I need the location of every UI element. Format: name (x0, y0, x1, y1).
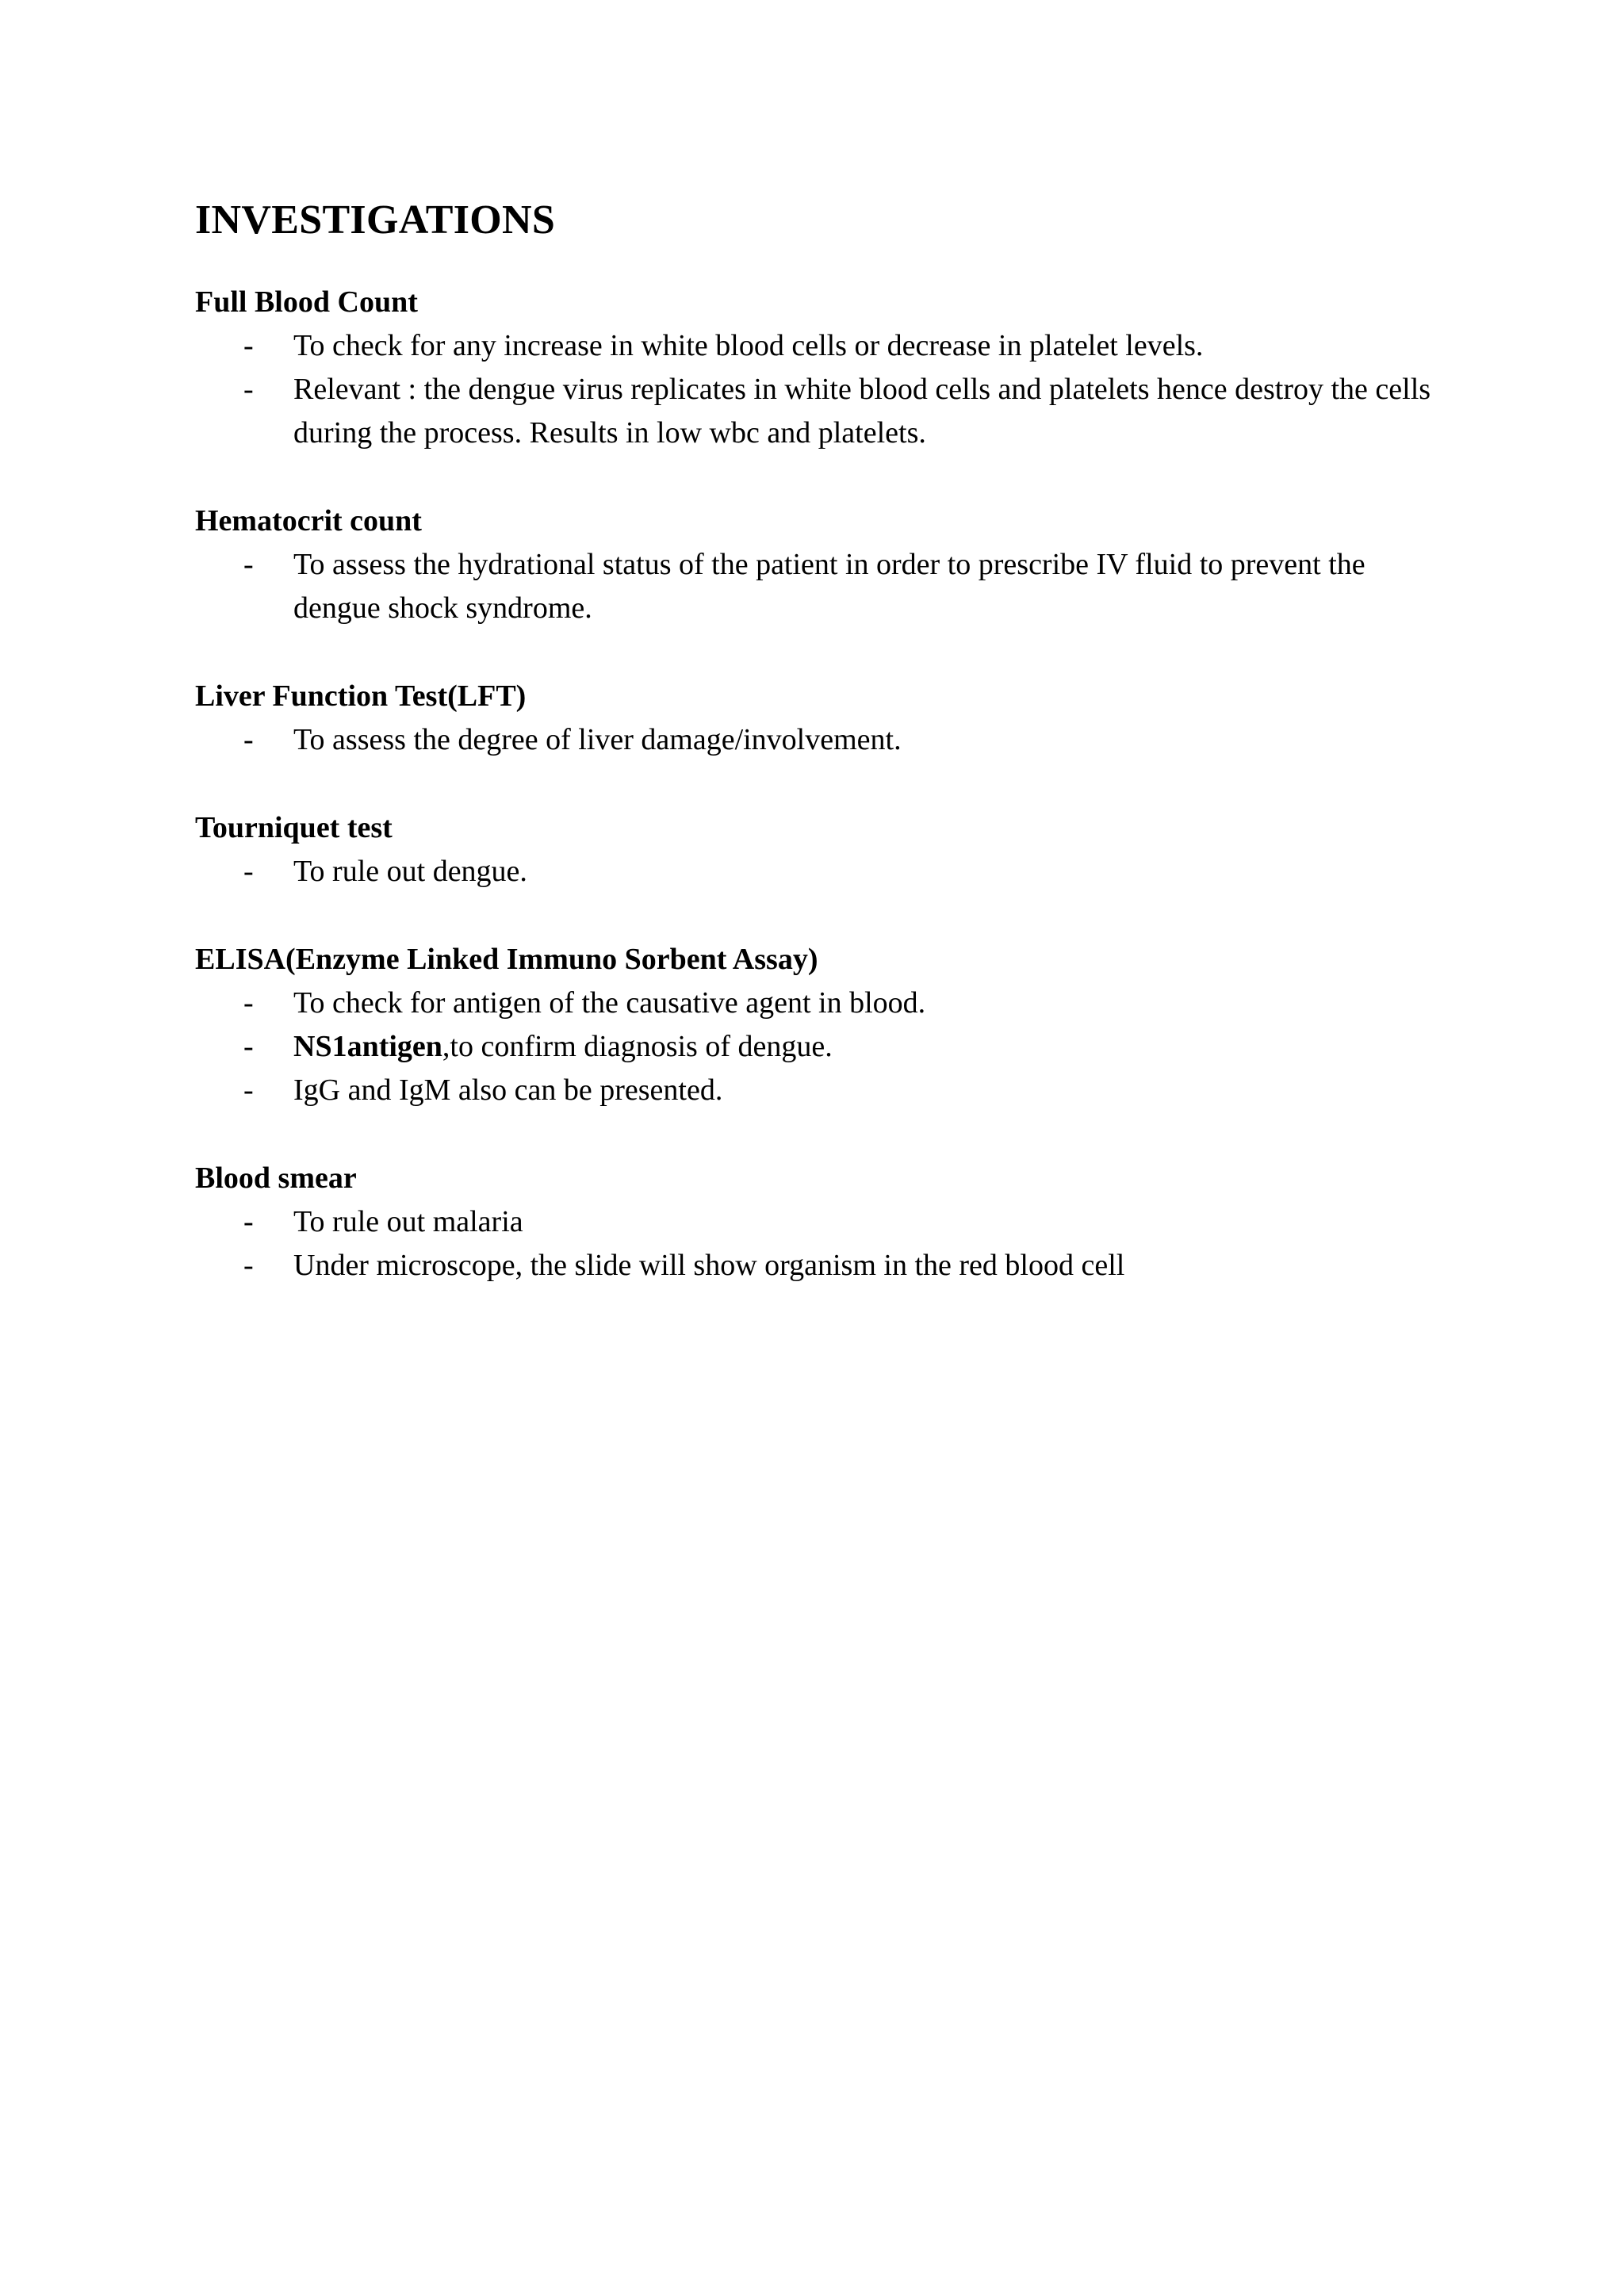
page-title: INVESTIGATIONS (195, 197, 556, 243)
list-item (195, 718, 1432, 762)
list-item (195, 368, 1432, 455)
bullet-list (195, 850, 1432, 894)
dash-bullet-icon: - (243, 1030, 254, 1063)
bold-term: NS1antigen (293, 1030, 442, 1063)
section-heading: ELISA(Enzyme Linked Immuno Sorbent Assay) (195, 943, 818, 976)
list-item-text: To assess the degree of liver damage/involvement. (293, 723, 902, 756)
section (195, 499, 1432, 630)
bullet-list (195, 1200, 1432, 1288)
list-item (195, 1025, 1432, 1069)
dash-bullet-icon: - (243, 1249, 254, 1282)
section (195, 806, 1432, 894)
list-item (195, 324, 1432, 368)
list-item (195, 1200, 1432, 1244)
dash-bullet-icon: - (243, 723, 254, 756)
document-content (195, 195, 1432, 1332)
section (195, 281, 1432, 455)
list-item-text: Under microscope, the slide will show organism in the red blood cell (293, 1249, 1125, 1282)
dash-bullet-icon: - (243, 1073, 254, 1107)
list-item-text: To rule out malaria (293, 1205, 523, 1238)
section-heading: Hematocrit count (195, 504, 422, 538)
list-item-text: ,to confirm diagnosis of dengue. (442, 1030, 833, 1063)
dash-bullet-icon: - (243, 329, 254, 362)
dash-bullet-icon: - (243, 373, 254, 406)
list-item-text: IgG and IgM also can be presented. (293, 1073, 723, 1107)
section-heading: Full Blood Count (195, 285, 418, 319)
dash-bullet-icon: - (243, 986, 254, 1020)
dash-bullet-icon: - (243, 1205, 254, 1238)
section (195, 1157, 1432, 1288)
section-heading: Blood smear (195, 1161, 357, 1195)
dash-bullet-icon: - (243, 548, 254, 581)
bullet-list (195, 543, 1432, 630)
dash-bullet-icon: - (243, 855, 254, 888)
list-item-text: Relevant : the dengue virus replicates in white blood cells and platelets hence destroy the cells during the process. Results in low wbc and platelets. (293, 373, 1431, 450)
bullet-list (195, 324, 1432, 455)
list-item (195, 850, 1432, 894)
section (195, 938, 1432, 1112)
list-item-text: To assess the hydrational status of the patient in order to prescribe IV fluid to prevent the dengue shock syndrome. (293, 548, 1365, 625)
list-item (195, 1244, 1432, 1288)
bullet-list (195, 718, 1432, 762)
list-item-text: To check for any increase in white blood cells or decrease in platelet levels. (293, 329, 1204, 362)
sections-container (195, 281, 1432, 1288)
list-item-text: To check for antigen of the causative agent in blood. (293, 986, 926, 1020)
section (195, 675, 1432, 762)
section-heading: Tourniquet test (195, 811, 393, 844)
list-item (195, 543, 1432, 630)
list-item (195, 1069, 1432, 1112)
section-heading: Liver Function Test(LFT) (195, 679, 527, 713)
list-item-text: To rule out dengue. (293, 855, 527, 888)
bullet-list (195, 982, 1432, 1112)
list-item (195, 982, 1432, 1025)
